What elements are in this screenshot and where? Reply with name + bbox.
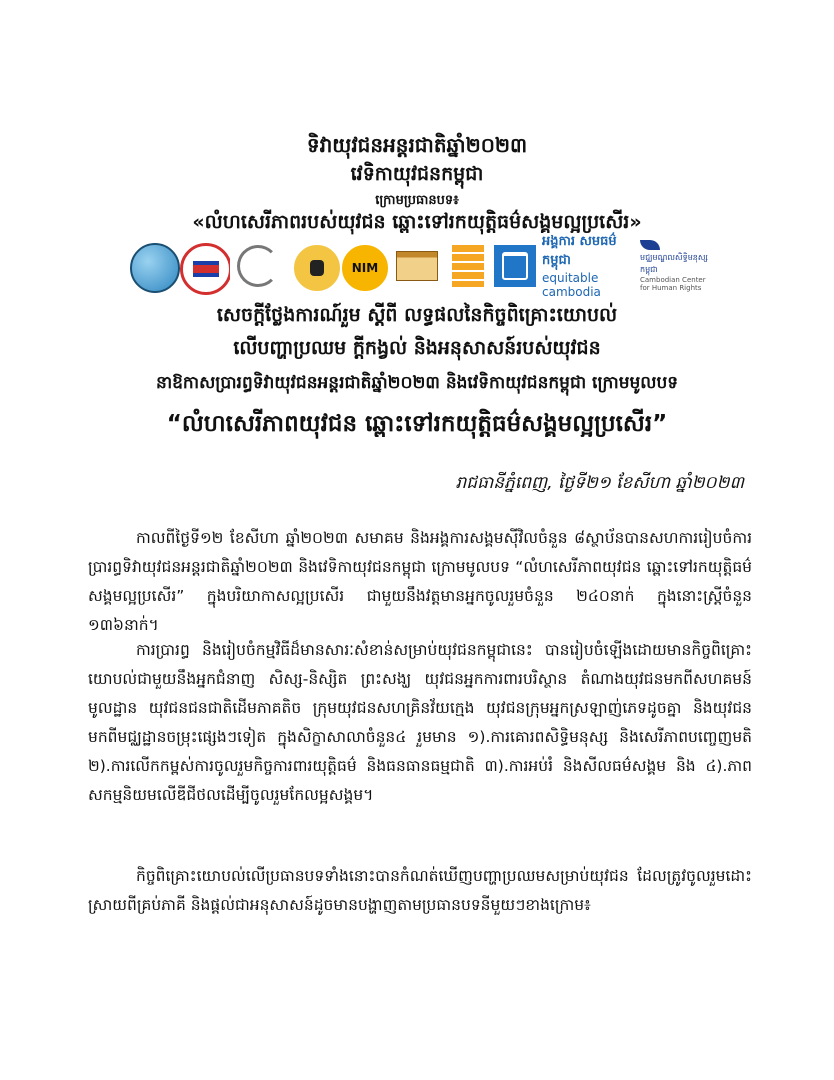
paragraph-2: ការប្រារព្ធ និងរៀបចំកម្មវិធីដ៏មានសារៈសំខាន់សម្រាប់យុវជនកម្ពុជានេះ បានរៀបចំឡើងដោយមានកិច្ចពិគ្រោះយោបល់ជាមួយនឹងអ្នកជំនាញ សិស្ស-និស្សិត ព្រះសង្ឃ យុវជនអ្នកការពារបរិស្ថាន តំណាងយុវជនមកពីសហគមន៍មូលដ្ឋាន យុវជនជនជាតិដើមភាគតិច ក្រុមយុវជនសហគ្រិនវ័យក្មេង យុវជនក្រុមអ្នកស្រឡាញ់ភេទដូចគ្នា និងយុវជនមកពីមជ្ឈដ្ឋានចម្រុះផ្សេងៗទៀត ក្នុងសិក្ខាសាលាចំនួន៤ រួមមាន ១).ការគោរពសិទ្ធិមនុស្ស និងសេរីភាពបញ្ចេញមតិ ២).ការលើកកម្ពស់ការចូលរួមកិច្ចការពារយុត្តិធម៌ និងធនធានធម្មជាតិ ៣).ការអប់រំ និងសីលធម៌សង្គម និង ៤).ភាពសកម្មនិយមលើឌីជីថលដើម្បីចូលរួមកែលម្អសង្គម។	[88, 640, 752, 804]
partner-logo-1	[130, 243, 180, 293]
cchr-khmer: មជ្ឈមណ្ឌលសិទ្ធិមនុស្សកម្ពុជា	[640, 253, 708, 274]
header-title: ទិវាយុវជនអន្តរជាតិឆ្នាំ២០២៣	[306, 133, 528, 157]
partner-logo-6	[392, 241, 442, 291]
equitable-cambodia-english: equitable cambodia	[542, 271, 601, 299]
partner-logo-7	[450, 243, 486, 289]
partner-logo-2	[180, 243, 232, 295]
equitable-cambodia-khmer: អង្គការ សមធម៌កម្ពុជា	[542, 234, 617, 268]
stripes-icon	[452, 245, 484, 287]
equitable-cambodia-emblem	[494, 245, 536, 287]
header-forum-name: វេទិកាយុវជនកម្ពុជា	[350, 163, 484, 185]
partner-logo-5-text: NIM	[351, 261, 379, 275]
hand-icon	[310, 260, 324, 276]
cchr-logo	[640, 240, 710, 292]
header-theme: «លំហសេរីភាពរបស់យុវជន ឆ្ពោះទៅរកយុត្តិធម៌សង្គមល្អប្រសើរ»	[192, 211, 642, 233]
document-date: រាជធានីភ្នំពេញ, ថ្ងៃទី២១ ខែសីហា ឆ្នាំ២០២៣	[455, 473, 744, 493]
partner-logo-4	[292, 243, 342, 293]
cchr-english: Cambodian Center for Human Rights	[640, 276, 706, 292]
statement-occasion: នាឱកាសប្រារព្ធទិវាយុវជនអន្តរជាតិឆ្នាំ២០២៣ និងវេទិកាយុវជនកម្ពុជា ក្រោមមូលបទ	[155, 373, 679, 393]
building-icon	[396, 251, 438, 281]
header-theme-label: ក្រោមប្រធានបទ៖	[375, 193, 459, 208]
flag-icon	[193, 261, 219, 277]
scale-icon	[502, 252, 528, 280]
paragraph-1: កាលពីថ្ងៃទី១២ ខែសីហា ឆ្នាំ២០២៣ សមាគម និងអង្គការសង្គមស៊ីវិលចំនួន ៨ស្ថាប័នបានសហការរៀបចំការប្រារព្ធទិវាយុវជនអន្តរជាតិឆ្នាំ២០២៣ និងវេទិកាយុវជនកម្ពុជា ក្រោមមូលបទ “លំហសេរីភាពយុវជន ឆ្ពោះទៅរកយុត្តិធម៌សង្គមល្អប្រសើរ” ក្នុងបរិយាកាសល្អប្រសើរ ជាមួយនឹងវត្តមានអ្នកចូលរួមចំនួន ២៤០នាក់ ក្នុងនោះស្ត្រីចំនួន ១៣៦នាក់។	[88, 528, 752, 634]
statement-theme: “លំហសេរីភាពយុវជន ឆ្ពោះទៅរកយុត្តិធម៌សង្គមល្អប្រសើរ”	[166, 411, 668, 437]
bird-icon	[640, 240, 660, 250]
ring-icon	[237, 245, 279, 287]
statement-title-line2: លើបញ្ហាប្រឈម ក្ដីកង្វល់ និងអនុសាសន៍របស់យុវជន	[233, 337, 601, 359]
partner-logo-5	[340, 243, 390, 293]
partner-logos	[130, 234, 710, 299]
paragraph-3: កិច្ចពិគ្រោះយោបល់លើប្រធានបទទាំងនោះបានកំណត់ឃើញបញ្ហាប្រឈមសម្រាប់យុវជន ដែលត្រូវចូលរួមដោះស្រាយពីគ្រប់ភាគី និងផ្តល់ជាអនុសាសន៍ដូចមានបង្ហាញតាមប្រធានបទនីមួយៗខាងក្រោម៖	[88, 866, 752, 914]
statement-title-line1: សេចក្ដីថ្លែងការណ៍រួម ស្តីពី លទ្ធផលនៃកិច្ចពិគ្រោះយោបល់	[216, 304, 618, 326]
partner-logo-3	[230, 240, 286, 292]
equitable-cambodia-logo	[542, 234, 636, 299]
